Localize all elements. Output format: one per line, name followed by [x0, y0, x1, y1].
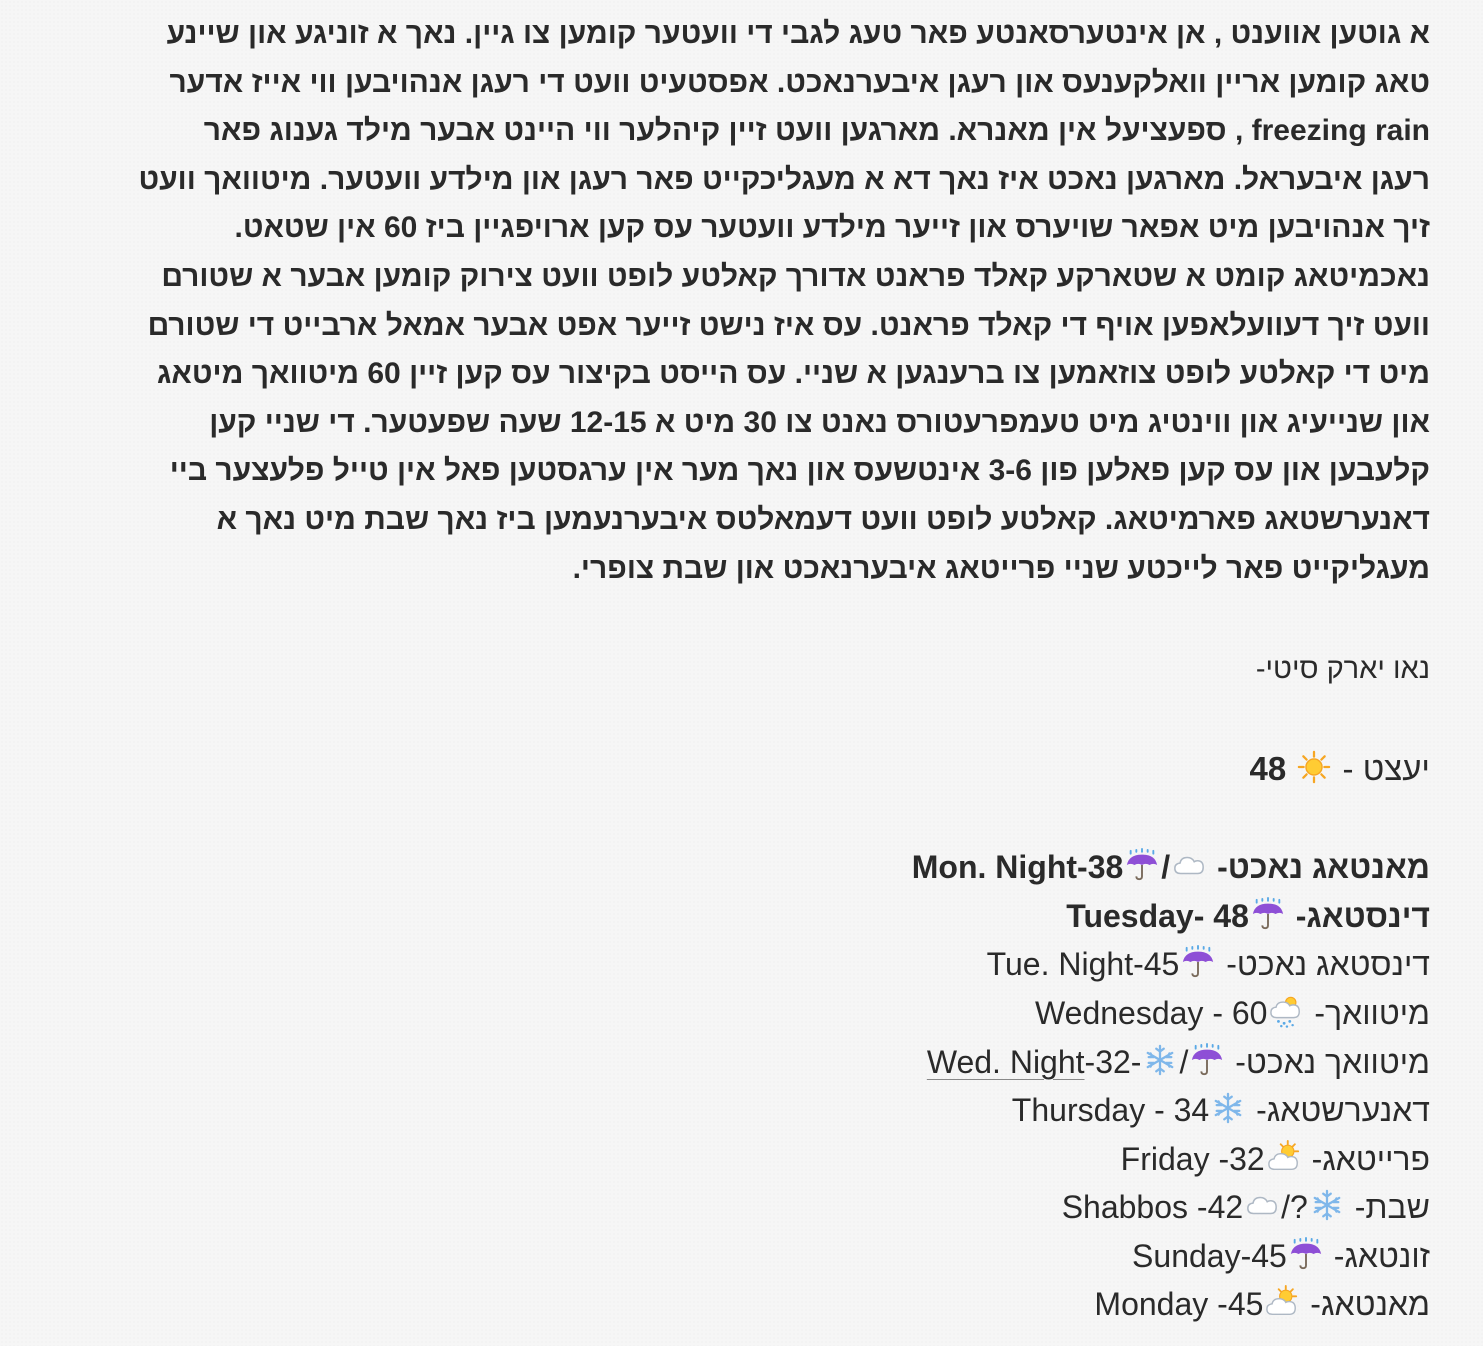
sun-behind-cloud-icon: [1265, 1285, 1299, 1319]
cloud-sun-rain-icon: [1269, 994, 1303, 1028]
current-temp: 48: [1249, 750, 1287, 788]
forecast-english-label: Sunday-45: [1132, 1237, 1287, 1274]
forecast-discussion: [110, 10, 1430, 593]
forecast-row: [110, 1038, 1430, 1087]
forecast-day-label: דינסטאג-: [1295, 897, 1430, 934]
umbrella-rain-icon: [1190, 1043, 1224, 1077]
snowflake-icon: [1143, 1043, 1177, 1077]
forecast-row: [110, 1086, 1430, 1135]
current-conditions: [110, 747, 1430, 791]
discussion-line: נאכמיטאג קומט א שטארקע קאלד פראנט אדורך קאלטע לופט וועט צירוק קומען אבער א שטורם: [161, 259, 1430, 293]
forecast-english-label: Mon. Night-38: [911, 849, 1124, 886]
forecast-english-label: Monday -45: [1094, 1286, 1264, 1323]
umbrella-rain-icon: [1181, 945, 1215, 979]
discussion-line: און שנייעיג און ווינטיג מיט טעמפרעטורס נאנט צו 30 מיט א 12-15 שעה שפעטער. די שניי קען: [209, 405, 1430, 439]
forecast-english-label: Shabbos -42: [1061, 1189, 1244, 1226]
discussion-line: קלעבען און עס קען פאלען פון 3-6 אינטשעס און נאך מער אין ערגסטען פאל אין טייל פלעצער ביי: [169, 454, 1430, 488]
discussion-line: א גוטען אווענט , אן אינטערסאנטע פאר טעג לגבי די וועטער קומען צו גיין. נאך א זוניגע און שיינע: [166, 17, 1430, 50]
forecast-day-label: זונטאג-: [1333, 1237, 1430, 1274]
cloud-icon: [1172, 848, 1206, 882]
forecast-day-label: מאנטאג נאכט-: [1217, 849, 1430, 886]
discussion-line: מיט די קאלטע לופט צוזאמען צו ברענגען א שניי. עס הייסט בקיצור עס קען זיין 60 מיטוואך מיטאג: [157, 357, 1430, 391]
umbrella-rain-icon: [1289, 1237, 1323, 1271]
forecast-row: [110, 843, 1430, 892]
forecast-row: [110, 989, 1430, 1038]
forecast-english-label: Thursday - 34: [1011, 1092, 1210, 1129]
umbrella-rain-icon: [1251, 897, 1285, 931]
forecast-row: [110, 1232, 1430, 1281]
city-heading: נאו יארק סיטי-: [1255, 653, 1430, 686]
discussion-line: freezing rain , ספעציעל אין מאנרא. מארגען וועט זיין קיהלער ווי היינט אבער מילד גענוג פאר: [203, 114, 1430, 148]
discussion-line: דאנערשטאג פארמיטאג. קאלטע לופט וועט דעמאלטס איבערנעמען ביז נאך שבת מיט נאך א: [216, 502, 1430, 536]
discussion-line: טאג קומען אריין וואלקענעס און רעגן איבערנאכט. אפסטעיט וועט די רעגן אנהויבען ווי אייז אדער: [169, 65, 1430, 99]
forecast-english-label: Friday -32: [1120, 1140, 1265, 1177]
forecast-day-label: דינסטאג נאכט-: [1226, 946, 1430, 983]
umbrella-rain-icon: [1125, 848, 1159, 882]
forecast-row: [110, 1183, 1430, 1232]
sun-icon: [1297, 750, 1331, 784]
forecast-english-label: Wednesday - 60: [1035, 994, 1268, 1031]
forecast-english-label: Wed. Night: [926, 1043, 1085, 1080]
forecast-row: [110, 1280, 1430, 1329]
forecast-list: [110, 843, 1430, 1329]
discussion-line: זיך אנהויבען מיט אפאר שויערס און זייער מילדע וועטער עס קען ארויפגיין ביז 60 אין שטאט.: [234, 211, 1430, 245]
forecast-day-label: מיטוואך-: [1314, 994, 1430, 1031]
cloud-icon: [1245, 1188, 1279, 1222]
separator: /: [1179, 1043, 1189, 1080]
forecast-day-label: שבת-: [1354, 1189, 1430, 1226]
forecast-day-label: מיטוואך נאכט-: [1235, 1043, 1430, 1080]
discussion-line: וועט זיך דעוועלאפען אויף די קאלד פראנט. עס איז נישט זייער אפט אבער אמאל ארבייט די שטורם: [147, 308, 1430, 342]
forecast-row: [110, 940, 1430, 989]
forecast-row: [110, 892, 1430, 941]
discussion-line: מעגליקייט פאר לייכטע שניי פרייטאג איבערנאכט און שבת צופרי.: [572, 551, 1430, 585]
separator: ?/: [1281, 1189, 1308, 1226]
discussion-line: רעגן איבעראל. מארגען נאכט איז נאך דא א מעגליכקייט פאר רעגן און מילדע וועטער. מיטוואך וועט: [138, 162, 1430, 196]
forecast-english-label: Tue. Night-45: [986, 946, 1180, 983]
snowflake-icon: [1211, 1091, 1245, 1125]
forecast-english-label: Tuesday- 48: [1066, 897, 1249, 934]
separator: /: [1161, 849, 1171, 886]
note-body: [110, 10, 1430, 1329]
current-label: יעצט -: [1342, 750, 1430, 788]
sun-behind-cloud-icon: [1267, 1140, 1301, 1174]
forecast-temp: -32-: [1084, 1043, 1142, 1080]
forecast-day-label: פרייטאג-: [1311, 1140, 1430, 1177]
snowflake-icon: [1310, 1188, 1344, 1222]
forecast-day-label: דאנערשטאג-: [1256, 1092, 1430, 1129]
forecast-row: [110, 1135, 1430, 1184]
forecast-day-label: מאנטאג-: [1310, 1286, 1430, 1323]
